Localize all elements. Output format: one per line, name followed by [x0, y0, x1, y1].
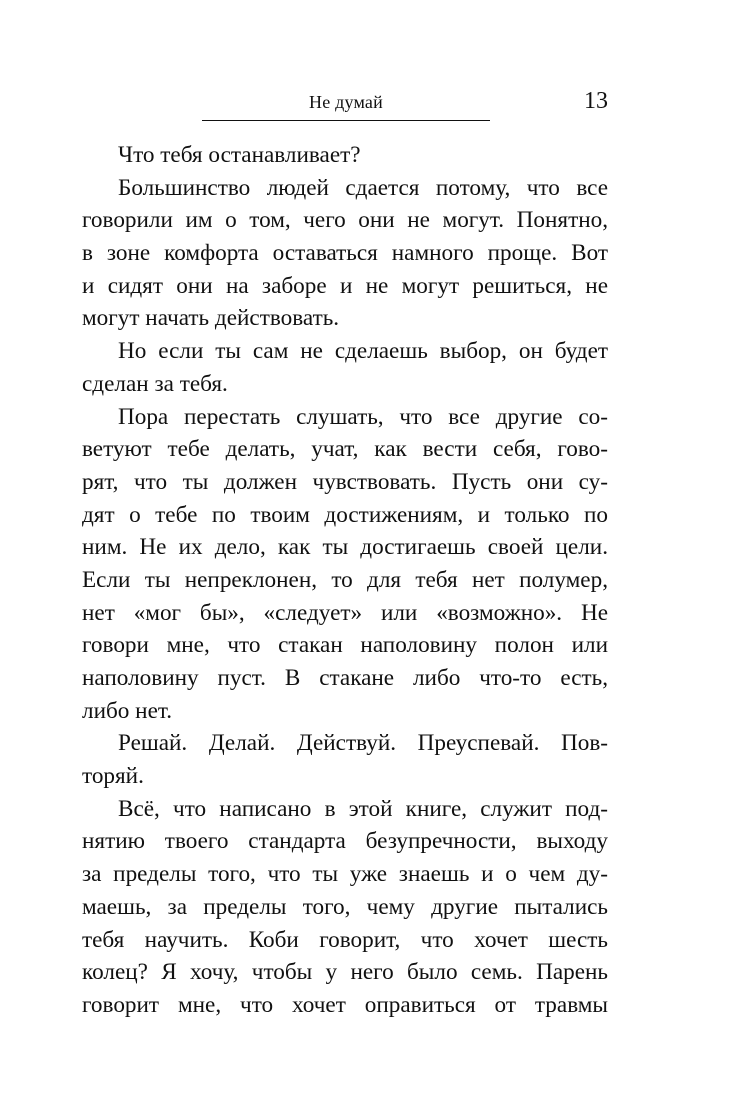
page-header	[202, 88, 608, 122]
text-line: нет «мог бы», «следует» или «возможно». Не	[82, 599, 608, 626]
text-line: и сидят они на заборе и не могут решиться, не	[82, 272, 608, 299]
text-line: тебя научить. Коби говорит, что хочет шесть	[82, 926, 608, 953]
text-line: рят, что ты должен чувствовать. Пусть они су-	[82, 468, 608, 495]
text-line: торяй.	[82, 763, 144, 790]
text-line: сделан за тебя.	[82, 370, 228, 397]
text-line: Большинство людей сдается потому, что все	[118, 174, 608, 201]
text-line: говорили им о том, чего они не могут. Понятно,	[82, 207, 608, 234]
running-title: Не думай	[309, 92, 383, 112]
text-line: ним. Не их дело, как ты достигаешь своей цели.	[82, 534, 608, 561]
text-line: маешь, за пределы того, чему другие пытались	[82, 893, 608, 920]
text-line: либо нет.	[82, 697, 173, 724]
header-rule	[202, 120, 490, 121]
text-line: Что тебя останавливает?	[118, 142, 361, 168]
text-line: дят о тебе по твоим достижениям, и только по	[82, 501, 608, 528]
text-line: Если ты непреклонен, то для тебя нет полумер,	[82, 566, 608, 593]
text-line: за пределы того, что ты уже знаешь и о чем ду-	[82, 861, 608, 888]
page-number: 13	[584, 88, 608, 114]
body-text	[82, 139, 608, 1022]
text-line: говорит мне, что хочет оправиться от травмы	[82, 991, 608, 1018]
text-line: ветуют тебе делать, учат, как вести себя, гово-	[82, 436, 608, 463]
text-line: в зоне комфорта оставаться намного проще. Вот	[82, 240, 608, 267]
text-line: Но если ты сам не сделаешь выбор, он будет	[118, 338, 608, 365]
text-line: Всё, что написано в этой книге, служит под-	[118, 795, 608, 822]
text-line: говори мне, что стакан наполовину полон или	[82, 632, 608, 659]
text-line: Решай. Делай. Действуй. Преуспевай. Пов-	[118, 730, 608, 757]
text-line: колец? Я хочу, чтобы у него было семь. Парень	[82, 959, 608, 986]
text-line: Пора перестать слушать, что все другие со-	[118, 403, 608, 430]
text-line: могут начать действовать.	[82, 305, 340, 332]
text-line: наполовину пуст. В стакане либо что-то есть,	[82, 665, 608, 691]
text-line: нятию твоего стандарта безупречности, выходу	[82, 828, 608, 855]
